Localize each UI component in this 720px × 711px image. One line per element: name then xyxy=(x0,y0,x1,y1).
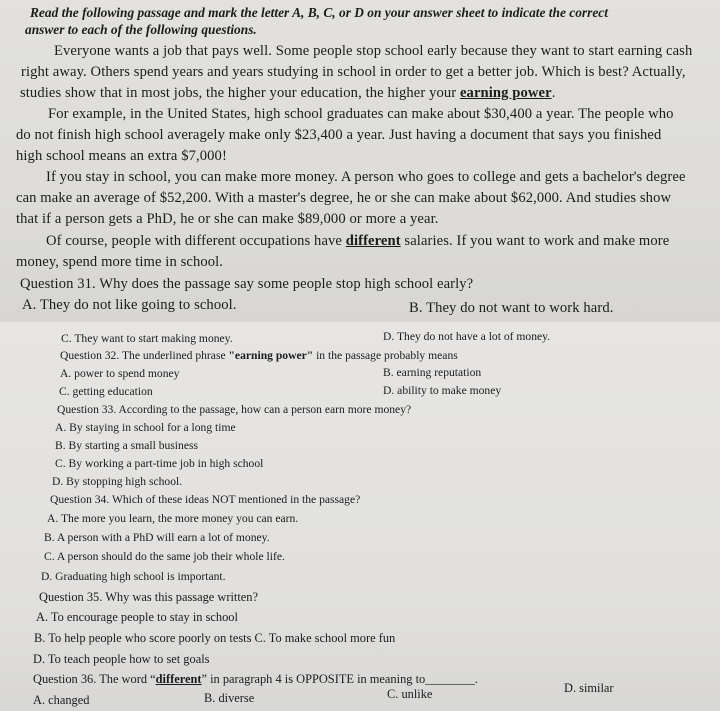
question-31-option-b: B. They do not want to work hard. xyxy=(409,300,614,316)
paragraph-2-line-3: high school means an extra $7,000! xyxy=(16,148,227,164)
paragraph-3-line-1: If you stay in school, you can make more money. A person who goes to college and gets a bachelor's degree xyxy=(46,169,686,185)
question-32-option-d: D. ability to make money xyxy=(383,384,502,397)
question-35-option-a: A. To encourage people to stay in school xyxy=(36,610,238,624)
question-36-underlined-word: different xyxy=(155,672,202,686)
paragraph-2-line-2: do not finish high school averagely make only $23,400 a year. Just having a document that says you finished xyxy=(16,127,662,143)
question-36-blank: ________. xyxy=(425,672,478,686)
paragraph-4-end: salaries. If you want to work and make more xyxy=(400,233,670,249)
question-33-stem: Question 33. According to the passage, how can a person earn more money? xyxy=(57,403,412,416)
paragraph-1-end: . xyxy=(551,85,556,101)
question-35-option-b-c: B. To help people who score poorly on tests C. To make school more fun xyxy=(34,631,396,645)
paragraph-1-line-3 xyxy=(20,85,555,102)
question-32-option-b: B. earning reputation xyxy=(383,366,482,379)
question-32-option-c: C. getting education xyxy=(59,385,153,398)
question-34-option-c: C. A person should do the same job their whole life. xyxy=(44,550,285,563)
paragraph-4-line-1 xyxy=(46,233,669,250)
paragraph-1-text: studies show that in most jobs, the higher your education, the higher your xyxy=(20,85,460,101)
question-36-stem-end: ” in paragraph 4 is OPPOSITE in meaning to xyxy=(201,672,426,686)
paragraph-1-line-1: Everyone wants a job that pays well. Some people stop school early because they want to start earning cash xyxy=(54,43,693,59)
question-35-stem: Question 35. Why was this passage written? xyxy=(39,590,258,604)
question-36-option-d: D. similar xyxy=(564,681,614,695)
instruction-line-2: answer to each of the following questions. xyxy=(25,22,257,37)
question-34-option-b: B. A person with a PhD will earn a lot of money. xyxy=(44,531,270,544)
question-31-option-d: D. They do not have a lot of money. xyxy=(383,330,551,343)
question-33-option-b: B. By starting a small business xyxy=(55,439,198,452)
question-32-stem-start: Question 32. The underlined phrase xyxy=(60,349,229,362)
question-36-stem xyxy=(33,672,478,687)
paragraph-1-line-2: right away. Others spend years and years studying in school in order to get a better job. Which is best? Actually, xyxy=(21,64,686,80)
question-31-option-a: A. They do not like going to school. xyxy=(22,297,237,313)
question-32-stem xyxy=(60,349,458,362)
paragraph-3-line-2: can make an average of $52,200. With a master's degree, he or she can make about $62,000. And studies show xyxy=(16,190,672,206)
question-33-option-d: D. By stopping high school. xyxy=(52,475,183,488)
question-32-option-a: A. power to spend money xyxy=(60,367,180,380)
question-36-option-a: A. changed xyxy=(33,693,90,707)
paragraph-2-line-1: For example, in the United States, high school graduates can make about $30,400 a year. The people who xyxy=(48,106,674,122)
question-34-option-a: A. The more you learn, the more money you can earn. xyxy=(47,512,299,525)
different-underlined: different xyxy=(345,233,401,249)
question-31-stem: Question 31. Why does the passage say some people stop high school early? xyxy=(20,276,474,292)
questions-section xyxy=(0,322,720,711)
question-34-option-d: D. Graduating high school is important. xyxy=(41,570,226,583)
passage-section xyxy=(0,0,720,322)
paragraph-3-line-3: that if a person gets a PhD, he or she can make $89,000 or more a year. xyxy=(16,211,439,227)
question-33-option-c: C. By working a part-time job in high school xyxy=(55,457,264,470)
instruction-line-1: Read the following passage and mark the letter A, B, C, or D on your answer sheet to indicate the correct xyxy=(30,5,608,20)
question-36-stem-start: Question 36. The word “ xyxy=(33,672,156,686)
question-36-option-b: B. diverse xyxy=(204,691,255,705)
question-32-stem-end: in the passage probably means xyxy=(313,349,458,362)
question-34-stem: Question 34. Which of these ideas NOT mentioned in the passage? xyxy=(50,493,361,506)
question-36-option-c: C. unlike xyxy=(387,687,433,701)
question-32-stem-bold: "earning power" xyxy=(228,349,314,362)
question-33-option-a: A. By staying in school for a long time xyxy=(55,421,236,434)
paragraph-4-text: Of course, people with different occupations have xyxy=(46,233,346,249)
earning-power-underlined: earning power xyxy=(459,85,552,101)
question-31-option-c: C. They want to start making money. xyxy=(61,332,233,345)
paragraph-4-line-2: money, spend more time in school. xyxy=(16,254,224,270)
question-35-option-d: D. To teach people how to set goals xyxy=(33,652,210,666)
